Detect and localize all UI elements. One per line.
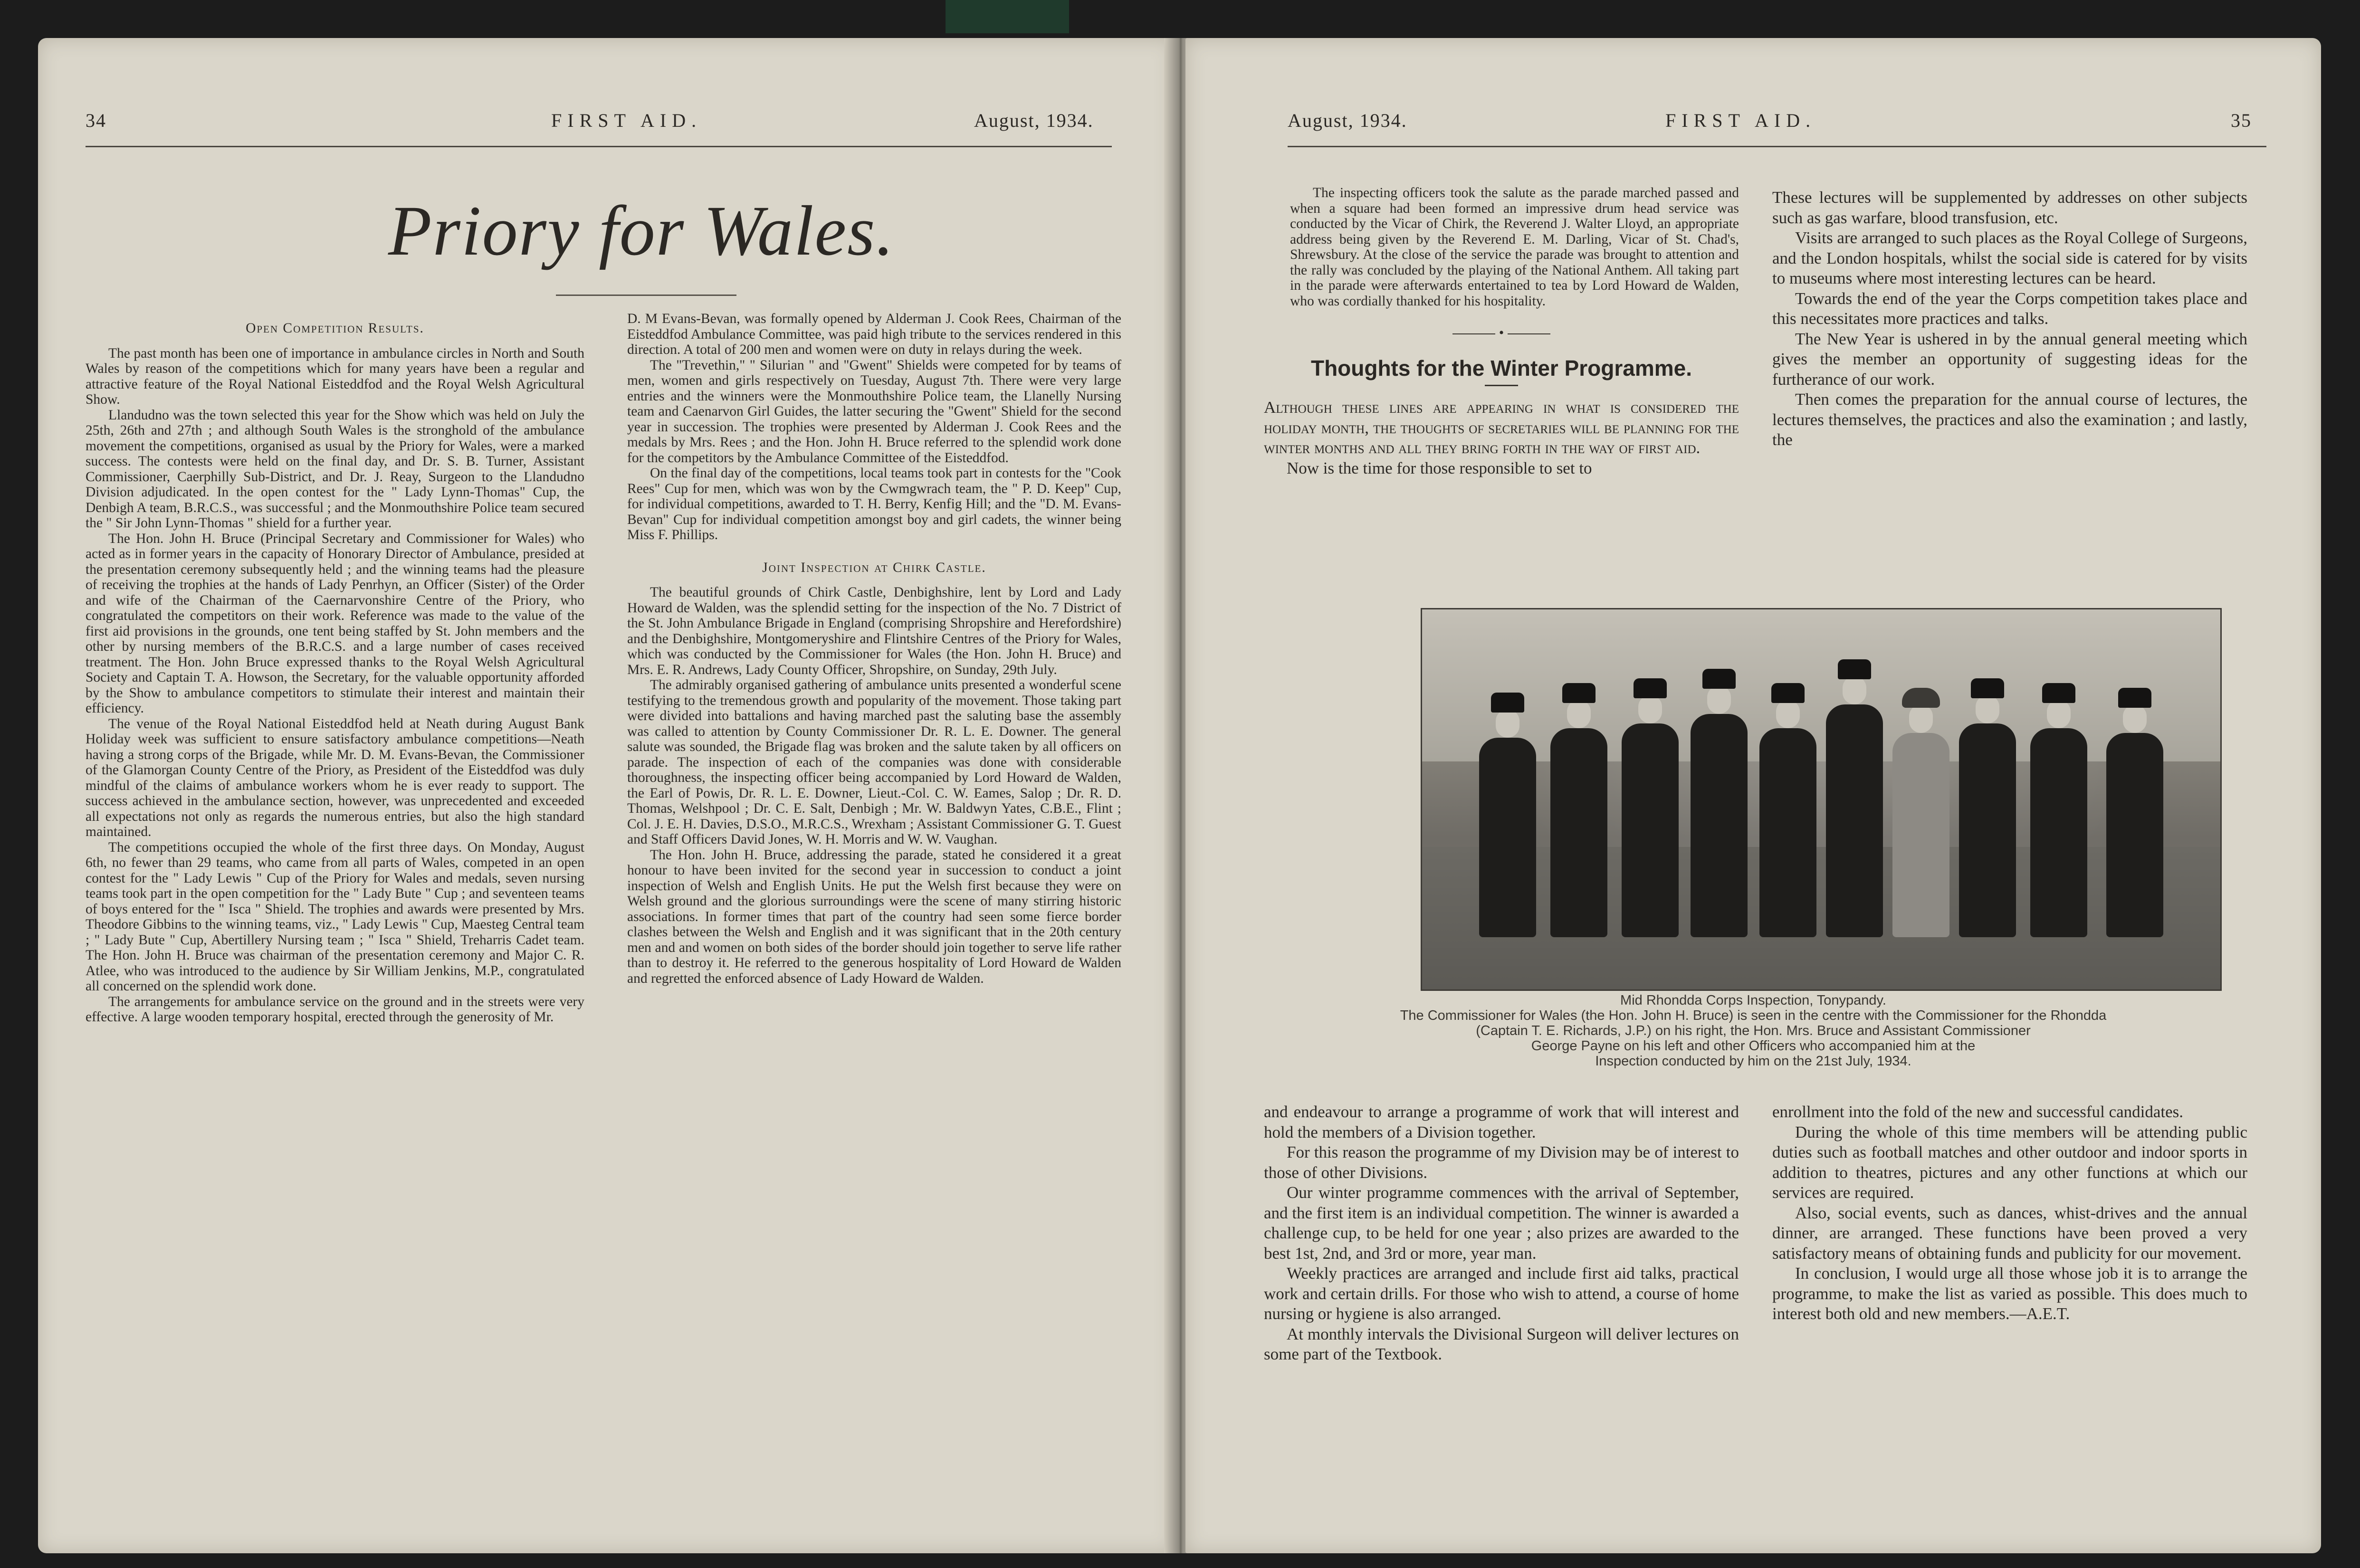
paragraph: During the whole of this time members will be attending public duties such as football matches and other outdoor and indoor sports in addition to theatres, pictures and any other functions at which our services are required.	[1772, 1122, 2247, 1202]
paragraph: The New Year is ushered in by the annual general meeting which gives the member an opportunity of suggesting ideas for the furtherance of our work.	[1772, 329, 2247, 389]
paragraph: The competitions occupied the whole of the first three days. On Monday, August 6th, no fewer than 29 teams, who came from all parts of Wales, competed in an open contest for the " Lady Lewis " Cup of the Priory for Wales and medals, seven nursing teams took part in the open competition for the " Lady Bute " Cup ; and seventeen teams of boys entered for the " Isca " Shield. The trophies and awards were presented by Mrs. Theodore Gibbins to the winning teams, viz., " Lady Lewis " Cup, Maesteg Central team ; " Lady Bute " Cup, Abertillery Nursing team ; " Isca " Shield, Treharris Cadet team. The Hon. John H. Bruce was chairman of the presentation ceremony and Major C. R. Atlee, who was introduced to the audience by Sir William Jenkins, M.P., congratulated all concerned on the splendid work done.	[86, 839, 584, 994]
title-underline	[1485, 385, 1518, 386]
left-column-1	[86, 311, 584, 1025]
paragraph: The "Trevethin," " Silurian " and "Gwent" Shields were competed for by teams of men, women and girls respectively on Tuesday, August 7th. There were very large entries and the winners were the Monmouthshire Police team, the Llanelly Nursing team and Caenarvon Girl Guides, the latter securing the "Gwent" Shield for the second year in succession. The trophies were presented by Alderman J. Cook Rees and the medals by Mrs. Rees ; and the Hon. John H. Bruce referred to the splendid work done for the competitors by the Ambulance Committee of the Eisteddfod.	[627, 357, 1121, 466]
page-header	[86, 109, 1112, 147]
officer-figure	[1826, 704, 1883, 937]
left-page	[38, 38, 1174, 1553]
issue-date: August, 1934.	[1288, 110, 1407, 131]
right-column-2-top	[1772, 188, 2247, 450]
paragraph: These lectures will be supplemented by addresses on other subjects such as gas warfare, blood transfusion, etc.	[1772, 188, 2247, 227]
paragraph: enrollment into the fold of the new and successful candidates.	[1772, 1102, 2184, 1121]
subheading: Open Competition Results.	[246, 321, 424, 336]
paragraph: Although these lines are appearing in what is considered the holiday month, the thoughts of secretaries will be planning for the winter months and all they bring forth in the way of first aid.	[1264, 398, 1739, 457]
caption-line: Inspection conducted by him on the 21st July, 1934.	[1595, 1054, 1911, 1069]
page-header	[1288, 109, 2266, 147]
paragraph: The Hon. John H. Bruce, addressing the parade, stated he considered it a great honour to have been invited for the second year in succession to conduct a joint inspection of Welsh and English Units. He put the Welsh first because they were on Welsh ground and the glorious surroundings were the scene of many stirring historic associations. In former times that part of the country had seen some fierce border clashes between the Welsh and English and it was significant that in the 20th century men and and women on both sides of the border should join together to serve life rather than to destroy it. He referred to the generous hospitality of Lord Howard de Walden and regretted the enforced absence of Lady Howard de Walden.	[627, 847, 1121, 986]
paragraph: and endeavour to arrange a programme of work that will interest and hold the members of a Division together.	[1264, 1102, 1739, 1141]
paragraph: Now is the time for those responsible to set to	[1287, 458, 1592, 477]
header-rule	[1288, 146, 2266, 147]
paragraph: The beautiful grounds of Chirk Castle, Denbighshire, lent by Lord and Lady Howard de Walden, was the splendid setting for the inspection of the No. 7 District of the St. John Ambulance Brigade in England (comprising Shropshire and Herefordshire) and the Denbighshire, Montgomeryshire and Flintshire Centres of the Priory for Wales, which was conducted by the Commissioner for Wales (the Hon. John H. Bruce) and Mrs. E. R. Andrews, Lady County Officer, Shropshire, on Sunday, 29th July.	[627, 585, 1121, 677]
journal-title: FIRST AID.	[551, 110, 702, 131]
paragraph: Weekly practices are arranged and include first aid talks, practical work and certain drills. For those who wish to attend, a course of home nursing or hygiene is also arranged.	[1264, 1264, 1739, 1323]
officer-figure	[2030, 728, 2087, 937]
paragraph: Also, social events, such as dances, whist-drives and the annual dinner, are arranged. These functions have been proved a very satisfactory means of obtaining funds and publicity for our movement.	[1772, 1203, 2247, 1263]
paragraph: At monthly intervals the Divisional Surgeon will deliver lectures on some part of the Textbook.	[1264, 1324, 1739, 1363]
paragraph: The Hon. John H. Bruce (Principal Secretary and Commissioner for Wales) who acted as in former years in the capacity of Honorary Director of Ambulance, presided at the presentation ceremony subsequently held ; and the winning teams had the pleasure of receiving the trophies at the hands of Lady Penrhyn, an Officer (Sister) of the Order and wife of the Chairman of the Caernarvonshire Centre of the Priory, who congratulated the competitors on their work. Reference was made to the value of the first aid provisions in the grounds, one tent being staffed by St. John members and the other by nursing members of the B.R.C.S. and a large number of cases received treatment. The Hon. John Bruce expressed thanks to the Royal Welsh Agricultural Society and Captain T. A. Howson, the Secretary, for the valuable opportunity afforded by the Show to ambulance competitors to stimulate their interest and maintain their efficiency.	[86, 531, 584, 716]
caption-line: George Payne on his left and other Officers who accompanied him at the	[1531, 1038, 1976, 1054]
binding-strip	[946, 0, 1069, 33]
paragraph: The venue of the Royal National Eisteddfod held at Neath during August Bank Holiday week was sufficient to ensure satisfactory ambulance competitions—Neath having a strong corps of the Brigade, while Mr. D. M. Evans-Bevan, the Commissioner of the Glamorgan County Centre of the Priory, as President of the Eisteddfod was duly mindful of the claims of ambulance workers whom he is ever ready to support. The success achieved in the ambulance section, however, was unprecedented and exceeded all expectations not only as regards the numerous entries, but also the high standard maintained.	[86, 716, 584, 839]
paragraph: Our winter programme commences with the arrival of September, and the first item is an individual competition. The winner is awarded a challenge cup, to be held for one year ; also prizes are awarded to the best 1st, 2nd, and 3rd or more, year man.	[1264, 1183, 1739, 1263]
header-rule	[86, 146, 1112, 147]
paragraph: Visits are arranged to such places as the Royal College of Surgeons, and the London hospitals, whilst the social side is catered for by visits to museums where most interesting lectures can be heard.	[1772, 228, 2247, 287]
paragraph: D. M Evans-Bevan, was formally opened by Alderman J. Cook Rees, Chairman of the Eisteddfod Ambulance Committee, was paid high tribute to the services rendered in this direction. A total of 200 men and women were on duty in relays during the week.	[627, 311, 1121, 357]
paragraph: The past month has been one of importance in ambulance circles in North and South Wales by reason of the competitions which for many years have been a regular and attractive feature of the Royal National Eisteddfod and the Royal Welsh Agricultural Show.	[86, 345, 584, 407]
officer-figure	[1622, 723, 1679, 937]
paragraph: The arrangements for ambulance service on the ground and in the streets were very effective. A large wooden temporary hospital, erected through the generosity of Mr.	[86, 994, 584, 1025]
paragraph: On the final day of the competitions, local teams took part in contests for the "Cook Rees" Cup for men, which was won by the Cwmgwrach team, the " P. D. Keep" Cup, for individual competitions, awarded to T. H. Berry, Kenfig Hill; and the "D. M. Evans-Bevan" Cup for individual competition amongst boy and girl cadets, the winner being Miss F. Phillips.	[627, 466, 1121, 542]
paragraph: The admirably organised gathering of ambulance units presented a wonderful scene testifying to the tremendous growth and popularity of the movement. Those taking part were divided into battalions and having marched past the saluting base the assembly was called to attention by County Commissioner Dr. R. L. E. Downer. The general salute was sounded, the Brigade flag was broken and the salute taken by all officers on parade. The inspection of each of the companies was done with considerable thoroughness, the inspecting officer being accompanied by Lord Howard de Walden, the Earl of Powis, Dr. R. L. E. Downer, Lieut.-Col. C. W. Eames, Salop ; Dr. R. D. Thomas, Welshpool ; Dr. C. E. Salt, Denbigh ; Mr. W. Baldwyn Yates, C.B.E., Flint ; Col. J. E. H. Davies, D.S.O., M.R.C.S., Wrexham ; Assistant Commissioner G. T. Guest and Staff Officers David Jones, W. H. Morris and W. W. Vaughan.	[627, 677, 1121, 847]
article-title: Priory for Wales.	[388, 191, 895, 270]
officer-figure	[1691, 714, 1748, 937]
section-title: Thoughts for the Winter Programme.	[1310, 356, 1692, 380]
issue-date: August, 1934.	[974, 110, 1094, 131]
journal-title: FIRST AID.	[1665, 110, 1816, 131]
photo-sky	[1422, 609, 2220, 761]
right-page	[1185, 38, 2321, 1553]
officer-figure	[2106, 733, 2163, 937]
subheading: Joint Inspection at Chirk Castle.	[762, 560, 986, 575]
caption-line: Mid Rhondda Corps Inspection, Tonypandy.	[1620, 993, 1886, 1008]
group-photograph	[1421, 608, 2222, 991]
section-divider: •	[1264, 325, 1739, 341]
caption-line: (Captain T. E. Richards, J.P.) on his right, the Hon. Mrs. Bruce and Assistant Commissioner	[1476, 1023, 2031, 1038]
officer-figure	[1959, 723, 2016, 937]
page-number: 35	[2231, 110, 2252, 131]
paragraph: Then comes the preparation for the annual course of lectures, the lectures themselves, the practices and also the examination ; and lastly, the	[1772, 390, 2247, 449]
paragraph: Towards the end of the year the Corps competition takes place and this necessitates more practices and talks.	[1772, 289, 2247, 328]
officer-figure	[1759, 728, 1816, 937]
photo-caption	[1185, 993, 2321, 1069]
lady-figure	[1892, 733, 1949, 937]
paragraph: For this reason the programme of my Division may be of interest to those of other Divisions.	[1264, 1143, 1739, 1182]
paragraph: The inspecting officers took the salute as the parade marched passed and when a square had been formed an impressive drum head service was conducted by the Vicar of Chirk, the Reverend J. Walter Lloyd, an appropriate address being given by the Reverend E. M. Darling, Vicar of St. Chad's, Shrewsbury. At the close of the service the parade was brought to attention and the rally was concluded by the playing of the National Anthem. All taking part in the parade were afterwards entertained to tea by Lord Howard de Walden, who was cordially thanked for his hospitality.	[1290, 185, 1739, 309]
right-column-2-bottom	[1772, 1102, 2247, 1324]
title-rule	[556, 295, 736, 296]
left-column-2	[627, 311, 1121, 986]
caption-line: The Commissioner for Wales (the Hon. John H. Bruce) is seen in the centre with the Commissioner for the Rhondda	[1400, 1008, 2107, 1023]
right-column-1-bottom	[1264, 1102, 1739, 1365]
officer-figure	[1550, 728, 1607, 937]
photo-ground	[1422, 847, 2220, 989]
right-column-1-top	[1264, 185, 1739, 478]
officer-figure	[1479, 738, 1536, 937]
page-number: 34	[86, 110, 106, 131]
paragraph: In conclusion, I would urge all those whose job it is to arrange the programme, to make the list as varied as possible. This does much to interest both old and new members.—A.E.T.	[1772, 1264, 2247, 1323]
paragraph: Llandudno was the town selected this year for the Show which was held on July the 25th, 26th and 27th ; and although South Wales is the stronghold of the ambulance movement the competitions, organised as usual by the Priory for Wales, were a marked success. The contests were held on the final day, and Dr. S. B. Turner, Assistant Commissioner, Caerphilly Sub-District, and Dr. J. Reay, Surgeon to the Llandudno Division adjudicated. In the open contest for the " Lady Lynn-Thomas" Cup, the Denbigh A team, B.R.C.S., was successful ; and the Monmouthshire Police team secured the " Sir John Lynn-Thomas " shield for a further year.	[86, 407, 584, 531]
